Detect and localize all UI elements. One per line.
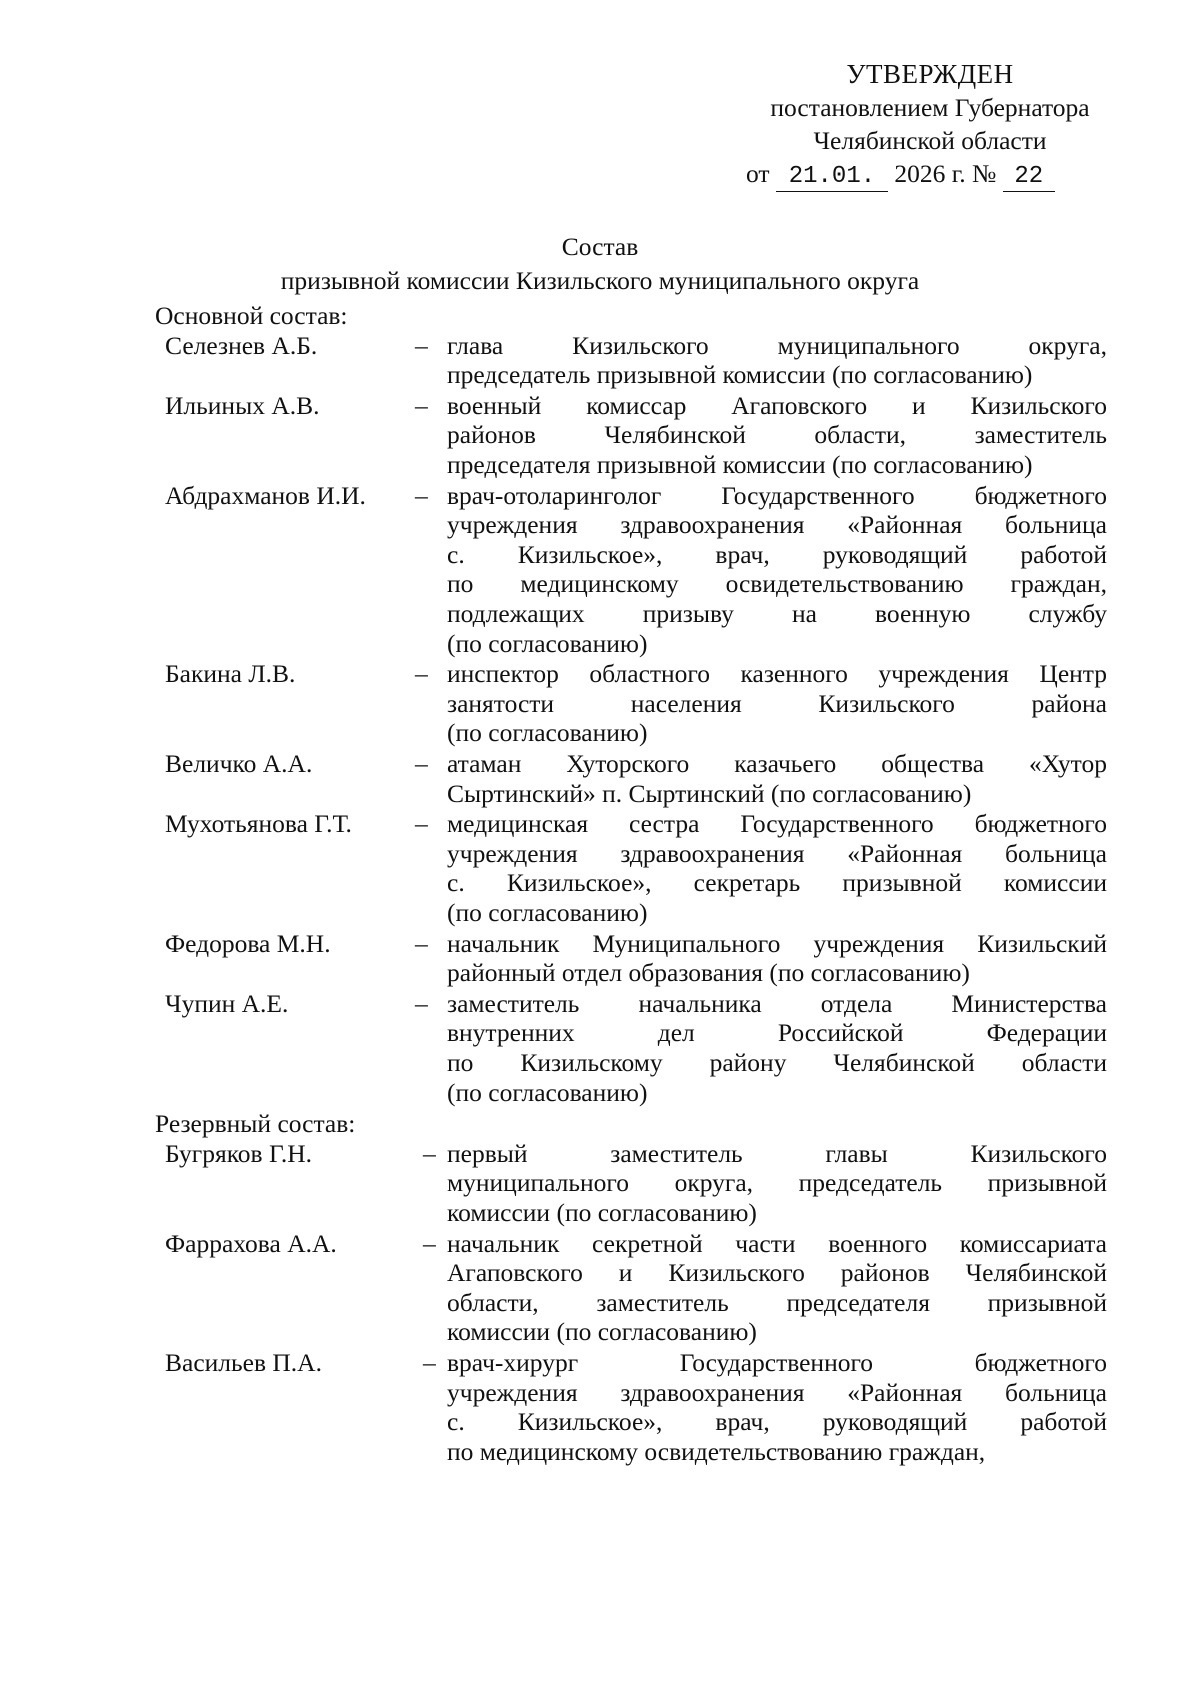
position-line: (по согласованию) — [447, 718, 648, 748]
position-line: медицинская сестра Государственного бюджетного — [447, 809, 1107, 839]
member-dash: – — [423, 1138, 436, 1168]
member-name: Абдрахманов И.И. — [165, 480, 366, 510]
position-line: подлежащих призыву на военную службу — [447, 598, 1107, 628]
approval-block — [720, 58, 1140, 192]
member-position — [447, 929, 1107, 988]
member-position — [447, 481, 1107, 659]
member-dash: – — [423, 1228, 436, 1258]
position-line: председатель призывной комиссии (по согласованию) — [447, 360, 1033, 390]
position-line: начальник секретной части военного комиссариата — [447, 1228, 1107, 1258]
member-name: Федорова М.Н. — [165, 928, 331, 958]
member-dash: – — [415, 809, 428, 839]
position-line: первый заместитель главы Кизильского — [447, 1138, 1107, 1168]
member-name: Чупин А.Е. — [165, 988, 289, 1018]
position-line: (по согласованию) — [447, 628, 648, 658]
position-line: учреждения здравоохранения «Районная больница — [447, 1377, 1107, 1407]
member-name: Фаррахова А.А. — [165, 1228, 337, 1258]
position-line: по Кизильскому району Челябинской области — [447, 1047, 1107, 1077]
member-name: Величко А.А. — [165, 749, 313, 778]
member-position — [447, 391, 1107, 480]
member-dash: – — [415, 988, 428, 1018]
date-prefix: от — [746, 159, 770, 188]
position-line: врач-отоларинголог Государственного бюджетного — [447, 480, 1107, 510]
position-line: учреждения здравоохранения «Районная больница — [447, 838, 1107, 868]
position-line: врач-хирург Государственного бюджетного — [447, 1348, 1107, 1377]
member-name: Мухотьянова Г.Т. — [165, 809, 352, 839]
member-position — [447, 659, 1107, 748]
position-line: (по согласованию) — [447, 1077, 648, 1107]
position-line: области, заместитель председателя призывной — [447, 1287, 1107, 1317]
position-line: по медицинскому освидетельствованию граждан, — [447, 569, 1107, 599]
member-name: Васильев П.А. — [165, 1348, 322, 1377]
member-position — [447, 749, 1107, 808]
approval-line-1: постановлением Губернатора — [770, 93, 1090, 122]
member-dash: – — [415, 659, 428, 689]
position-line: занятости населения Кизильского района — [447, 688, 1107, 718]
heading-title: Состав — [561, 232, 639, 261]
position-line: комиссии (по согласованию) — [447, 1197, 757, 1227]
member-dash: – — [415, 330, 428, 360]
member-position — [447, 1139, 1107, 1228]
document-heading — [0, 230, 1200, 298]
position-line: комиссии (по согласованию) — [447, 1317, 757, 1347]
position-line: Агаповского и Кизильского районов Челябинской — [447, 1258, 1107, 1288]
member-dash: – — [415, 928, 428, 958]
position-line: учреждения здравоохранения «Районная больница — [447, 510, 1107, 540]
reserve-composition-label: Резервный состав: — [155, 1109, 356, 1139]
position-line: внутренних дел Российской Федерации — [447, 1018, 1107, 1048]
position-line: атаман Хуторского казачьего общества «Хутор — [447, 749, 1107, 778]
position-line: с. Кизильское», врач, руководящий работой — [447, 539, 1107, 569]
heading-subtitle: призывной комиссии Кизильского муниципального округа — [280, 266, 920, 295]
main-composition-label: Основной состав: — [155, 301, 348, 330]
member-dash: – — [415, 749, 428, 778]
position-line: глава Кизильского муниципального округа, — [447, 330, 1107, 360]
position-line: заместитель начальника отдела Министерства — [447, 988, 1107, 1018]
member-name: Селезнев А.Б. — [165, 330, 318, 360]
approval-title: УТВЕРЖДЕН — [846, 59, 1014, 89]
member-position — [447, 809, 1107, 927]
member-position — [447, 1229, 1107, 1347]
member-name: Ильиных А.В. — [165, 390, 320, 420]
position-line: с. Кизильское», врач, руководящий работой — [447, 1407, 1107, 1437]
position-line: районов Челябинской области, заместитель — [447, 420, 1107, 450]
date-suffix: 2026 г. № — [894, 159, 997, 188]
date-value: 21.01. — [776, 163, 888, 192]
member-name: Бакина Л.В. — [165, 659, 296, 689]
position-line: районный отдел образования (по согласованию) — [447, 958, 970, 988]
member-position — [447, 989, 1107, 1107]
member-dash: – — [415, 480, 428, 510]
position-line: Сыртинский» п. Сыртинский (по согласованию) — [447, 778, 972, 808]
member-dash: – — [423, 1348, 436, 1377]
approval-line-2: Челябинской области — [813, 126, 1047, 155]
member-position — [447, 1348, 1107, 1466]
document-number: 22 — [1003, 163, 1055, 192]
position-line: с. Кизильское», секретарь призывной комиссии — [447, 868, 1107, 898]
position-line: (по согласованию) — [447, 897, 648, 927]
position-line: военный комиссар Агаповского и Кизильского — [447, 390, 1107, 420]
member-dash: – — [415, 390, 428, 420]
position-line: инспектор областного казенного учреждения Центр — [447, 659, 1107, 689]
approval-date-line — [720, 157, 1140, 192]
position-line: начальник Муниципального учреждения Кизильский — [447, 928, 1107, 958]
position-line: председателя призывной комиссии (по согласованию) — [447, 449, 1033, 479]
position-line: по медицинскому освидетельствованию граждан, — [447, 1436, 986, 1466]
position-line: муниципального округа, председатель призывной — [447, 1168, 1107, 1198]
member-position — [447, 331, 1107, 390]
member-name: Бугряков Г.Н. — [165, 1138, 312, 1168]
